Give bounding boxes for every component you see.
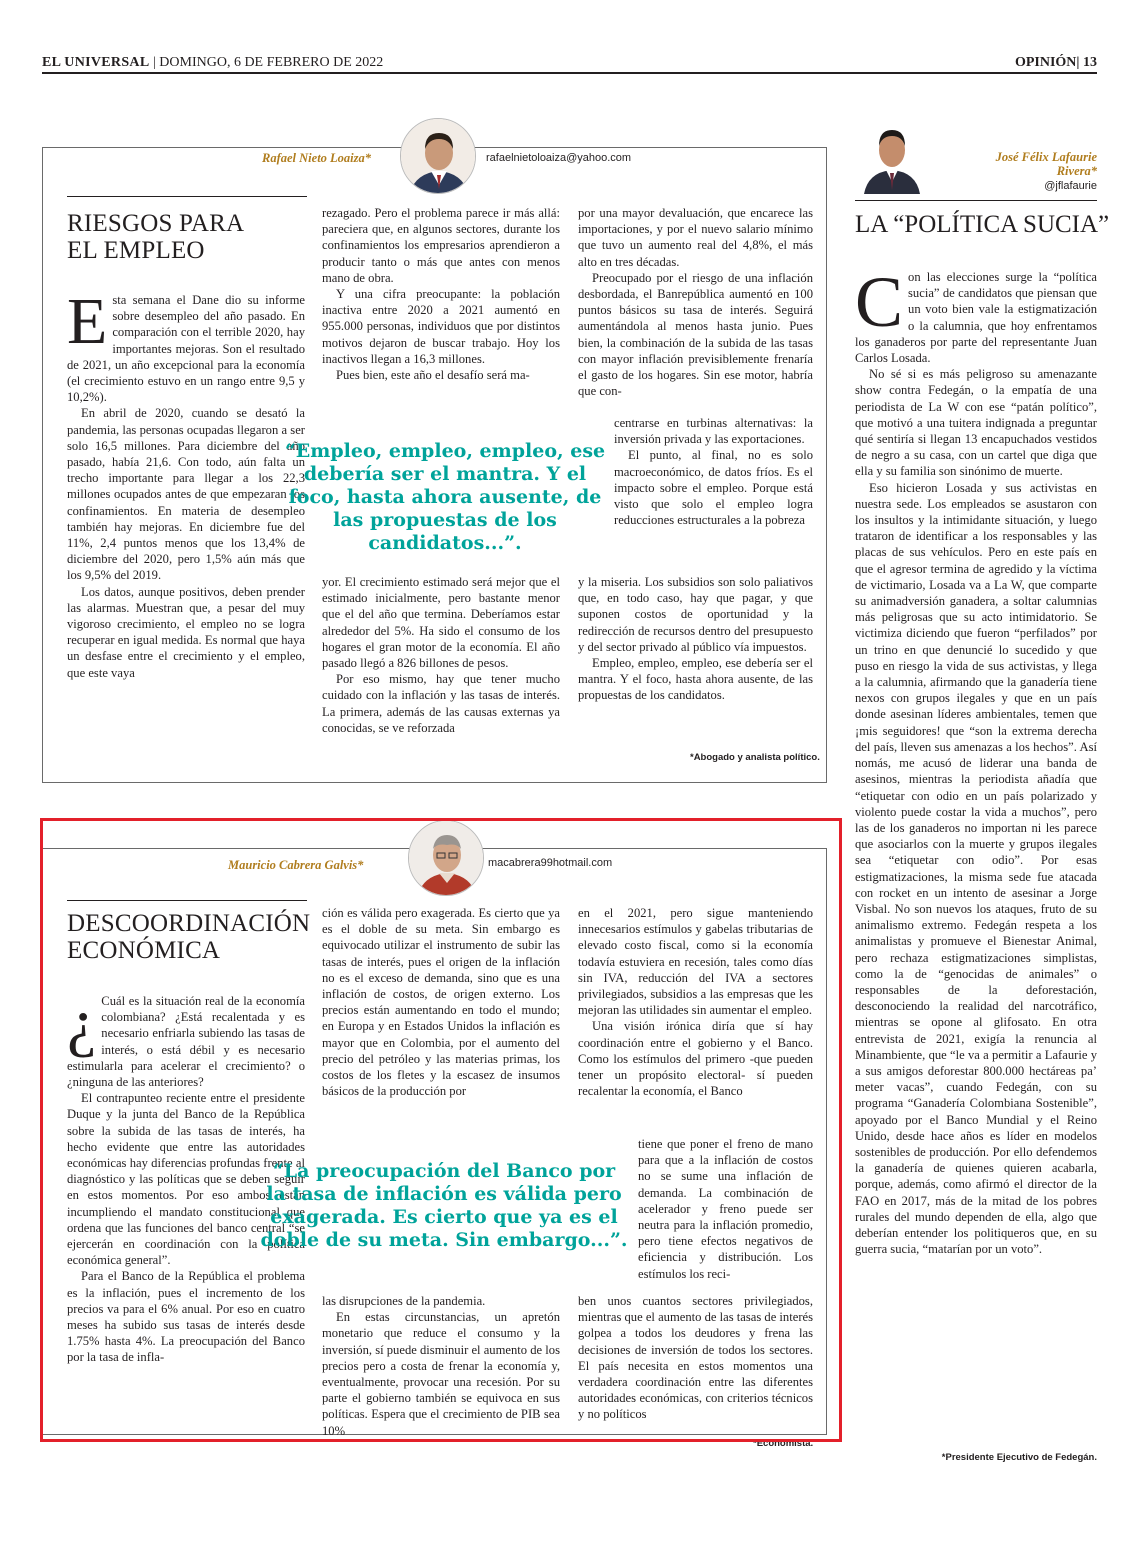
drop-cap: C [855, 262, 904, 342]
page-number: 13 [1083, 55, 1097, 70]
paragraph: Pues bien, este año el desafío será ma- [336, 368, 530, 383]
paragraph: Para el Banco de la República el problema es la inflación, pues el incremento de los precios va para el 6% anual. Por eso en cuatro meses ha subido sus tasas de interés desde 1.75% hasta 4%. La preocupación del Banco por la tasa de infla- [67, 1269, 305, 1365]
headline-rule [67, 196, 307, 197]
paragraph: las disrupciones de la pandemia. [322, 1294, 486, 1308]
paragraph: En abril de 2020, cuando se desató la pandemia, las personas ocupadas llegaron a ser solo 16,5 millones. Para diciembre del año pasado, había 21,6. Con todo, aún falta un trecho importante para llegar a los 22,3 millones ocupados antes de que empezaran los confinamientos. En materia de desempleo también hay mejoras. En diciembre fue del 11%, 2,4 puntos menos que los 13,4% de diciembre del 2020, pero 1,5% aún más que los 9,5% del 2019. [67, 406, 305, 583]
paragraph: yor. El crecimiento estimado será mejor que el estimado inicialmente, pero bastante menor que el del año que termina. Deberíamos estar alrededor del 5%. Ha sido el consumo de los hogares el gran motor de la economía. El año pasado llegó a 826 billones de pesos. [322, 575, 560, 671]
author-email: rafaelnietoloaiza@yahoo.com [486, 152, 632, 164]
article-column [638, 1136, 813, 1282]
paragraph: sta semana el Dane dio su informe sobre desempleo del año pasado. En comparación con el terrible 2020, hay importantes mejoras. Son el resultado de 2021, un año excepcional para la economía (el crecimiento estuvo en un rango entre 9,5 y 10,2%). [67, 293, 305, 405]
paper-name: EL UNIVERSAL [42, 55, 150, 70]
drop-cap: ¿ [67, 986, 97, 1059]
author-name: Mauricio Cabrera Galvis* [228, 858, 364, 872]
pull-quote: “Empleo, empleo, empleo, ese debería ser el mantra. Y el foco, hasta ahora ausente, de las propuestas de los candidatos...”. [284, 440, 606, 554]
paragraph: Y una cifra preocupante: la población inactiva entre 2020 a 2021 aumentó en 955.000 personas, individuos que por distintos motivos dejaron de buscar trabajo. Hoy los inactivos llegan a 16,3 millones. [322, 287, 560, 366]
article-column [322, 905, 560, 1099]
paragraph: y la miseria. Los subsidios son solo paliativos que, en todo caso, hay que pagar, y que suponen costos de oportunidad y la redirección de recursos dentro del presupuesto y del sector privado al público vía impuestos. [578, 575, 813, 654]
paragraph: Preocupado por el riesgo de una inflación desbordada, el Banrepública aumentó en 100 puntos básicos su tasa de interés. Seguirá aumentándola al menos hasta junio. Pues bien, la combinación de la subida de las tasas con mayor inflación previsiblemente frenaría el gasto de los hogares. Sin ese motor, habría que con- [578, 270, 813, 399]
paragraph: ben unos cuantos sectores privilegiados, mientras que el aumento de las tasas de interés golpea a todos los deudores y frena las decisiones de inversión de todos los sectores. El país necesita en estos momentos una verdadera coordinación entre las diferentes autoridades económicas, con criterios técnicos y no políticos [578, 1294, 814, 1422]
paragraph: Empleo, empleo, empleo, ese debería ser el mantra. Y el foco, hasta ahora ausente, de las propuestas de los candidatos. [578, 656, 813, 703]
paragraph: Los datos, aunque positivos, deben prender las alarmas. Muestran que, a pesar del muy vigoroso crecimiento, el empleo no se logra recuperar en igual medida. Es normal que haya un desfase entre el crecimiento y el empleo, que este vaya [67, 584, 305, 680]
author-photo [408, 820, 484, 896]
article-column [578, 574, 813, 704]
author-footnote: *Abogado y analista político. [690, 752, 820, 763]
paragraph: en el 2021, pero sigue manteniendo innecesarios estímulos y gabelas tributarias de elevado costo fiscal, como si la economía todavía estuviera en recesión, tales como días sin IVA, reducción del IVA a sectores privilegiados, subsidios a las empresas que les mejoran las utilidades sin aumentar el empleo. [578, 906, 813, 1018]
masthead-right [1015, 55, 1097, 71]
headline-rule [855, 200, 1097, 201]
paragraph: rezagado. Pero el problema parece ir más allá: pareciera que, en algunos sectores, durante los confinamientos los empresarios aprendieron a producir tanto o más que antes con menos mano de obra. [322, 206, 560, 285]
paragraph: por una mayor devaluación, que encarece las importaciones, y por el nuevo salario mínimo que tuvo un aumento real del 4,8%, el más alto en tres décadas. [578, 206, 813, 269]
issue-date: DOMINGO, 6 DE FEBRERO DE 2022 [159, 55, 384, 70]
paragraph: Eso hicieron Losada y sus activistas en nuestra sede. Los empleados se asustaron con los insultos y la intimidante situación, y luego trataron de identificar a los responsables y las placas de sus vehículos. Pero en este país en que el agresor termina de agredido y la víctima de victimario, Losada va a La W, que comparte su animadversión ganadera, a soltar calumnias más peligrosas que su acto intimidatorio. Se victimiza diciendo que fueron “perfilados” por un trino en que denuncié lo sucedido y que puso en riesgo la vida de sus activistas, y llega a la calumnia, afirmando que la ganadería tiene nexos con grupos ilegales y que en un país donde asesinan líderes ambientales, temen que ¡mis seguidores! que “son la extrema derecha del país, lleven sus amenazas a los hechos”. Así nomás, me acusó de liderar una banda de asesinos, mientras la periodista añadía que “etiquetar con odio en un país polarizado y violento puede costar la vida a muchos”, pero las de los ganaderos no importan ni les parece que asociarlos con la muerte y grupos ilegales sea “etiquetar con odio”. Por esas estigmatizaciones, la misma sede fue atacada con rocket en un intento de asesinar a Jorge Visbal. No son nuevos los ataques, fruto de su animalismo extremo. Fedegán respeta a los animalistas y promueve el Bienestar Animal, pero rechaza estigmatizaciones simplistas, como la de “genocidas de animales” o responsables de la deforestación, desconociendo la realidad del narcotráfico, mientras se opone al glifosato. En otra entrevista de 2021, exigía la renuncia al Minambiente, que “le va a permitir a Lafaurie y a sus amigos deforestar 800.000 hectáreas pa’ meter vacas”, cuando Fedegán, con su programa “Ganadería Colombiana Sostenible”, apoyado por el Banco Mundial y el Reino Unido, desde hace años es líder en modelos sostenibles de producción. Por ello defendemos la ganadería de quienes quieren acabarla, porque, además, como afirmó el director de la FAO en 2017, más de la mitad de los pobres rurales del mundo dependen de ella, algo que deberían entender los politiqueros que, en su guerra sucia, “matarían por un voto”. [855, 480, 1097, 1257]
article-column [322, 1293, 560, 1439]
headline-rule [67, 900, 307, 901]
pull-quote: “La preocupación del Banco por la tasa de inflación es válida pero exagerada. Es cierto que ya es el doble de su meta. Sin embargo...”. [260, 1160, 628, 1251]
article-column [614, 415, 813, 528]
headline-line: ECONÓMICA [67, 937, 221, 964]
author-name: Rafael Nieto Loaiza* [262, 151, 372, 165]
masthead-separator: | [152, 55, 160, 70]
headline-line: EL EMPLEO [67, 237, 205, 264]
author-handle: @jflafaurie [1044, 180, 1097, 192]
author-email: macabrera99hotmail.com [488, 857, 613, 869]
paragraph: En estas circunstancias, un apretón monetario que reduce el consumo y la inversión, sí puede disminuir el aumento de los precios pero a costa de frenar la economía y, eventualmente, provocar una recesión. Por su parte el gobierno también se equivoca en sus políticas. Espera que el crecimiento de PIB sea 10% [322, 1310, 560, 1438]
article-column [578, 1293, 813, 1423]
section-name: OPINIÓN [1014, 55, 1077, 70]
author-footnote: *Economista. [753, 1438, 814, 1449]
page-separator: | [1076, 55, 1083, 70]
paragraph: centrarse en turbinas alternativas: la inversión privada y las exportaciones. [614, 416, 813, 447]
article-column [322, 574, 560, 736]
paragraph: El contrapunteo reciente entre el presidente Duque y la junta del Banco de la República sobre la subida de las tasas de interés, ha hecho evidente que entre las autoridades económicas hay diferencias profundas frente al diagnóstico y las políticas que se deben seguir en estos momentos. Por eso ambos están incumpliendo el mandato constitucional que ordena que las funciones del banco central “se ejercerán en coordinación con la política económica general”. [67, 1091, 305, 1268]
paragraph: ción es válida pero exagerada. Es cierto que ya es el doble de su meta. Sin embargo es equivocado utilizar el instrumento de subir las tasas de interés, pues el origen de la inflación no es el exceso de demanda, sino que es una inflación de costos, de origen externo. Los precios están aumentando en todo el mundo; en Europa y en Estados Unidos la inflación es mayor que en Colombia, por el aumento del precio del petróleo y las materias primas, los costos de los fletes y la escasez de insumos básicos de la producción por [322, 906, 560, 1099]
article-column [322, 205, 560, 383]
author-portrait-icon [401, 119, 476, 194]
author-footnote: *Presidente Ejecutivo de Fedegán. [941, 1452, 1097, 1463]
author-portrait-icon [409, 821, 484, 896]
article-column [67, 285, 305, 681]
author-photo [862, 116, 922, 194]
author-name-line: Rivera* [1056, 164, 1097, 178]
masthead-left [42, 55, 383, 71]
author-name-line: José Félix Lafaurie [995, 150, 1097, 164]
masthead [42, 52, 1097, 74]
headline [67, 910, 310, 964]
paragraph: on las elecciones surge la “política sucia” de candidatos que piensan que un voto bien vale la estigmatización o la calumnia, que hoy enfrentamos los ganaderos por parte del representante Juan Carlos Losada. [855, 270, 1097, 366]
article-column [578, 205, 813, 399]
headline-line: RIESGOS PARA [67, 210, 245, 237]
paragraph: No sé si es más peligroso su amenazante show contra Fedegán, o la empatía de una periodista de La W con ese “patán político”, que motivó a una tuitera indignada a preguntar qué sentiría si llegan 13 encapuchados vestidos de negro a su casa, con un cartel que diga que ella y su familia son sinónimo de muerte. [855, 367, 1097, 479]
paragraph: Por eso mismo, hay que tener mucho cuidado con la inflación y las tasas de interés. La primera, además de las causas externas ya conocidas, se ve reforzada [322, 672, 560, 735]
paragraph: El punto, al final, no es solo macroeconómico, de datos fríos. Es el impacto sobre el empleo. Porque está visto que solo el empleo logra reducciones estructurales a la pobreza [614, 448, 813, 528]
headline: LA “POLÍTICA SUCIA” [855, 211, 1110, 238]
headline-line: DESCOORDINACIÓN [67, 910, 311, 937]
headline [67, 210, 244, 264]
paragraph: tiene que poner el freno de mano para que a la inflación de costos no se sume una inflación de demanda. La combinación de acelerador y freno puede ser neutra para la inflación promedio, pero tiene efectos negativos de eficiencia y distribución. Los estímulos los reci- [638, 1137, 813, 1281]
article-column [578, 905, 813, 1099]
drop-cap: E [67, 285, 108, 358]
author-photo [400, 118, 476, 194]
paragraph: Cuál es la situación real de la economía colombiana? ¿Está recalentada y es necesario enfriarla subiendo las tasas de interés, o está débil y es necesario estimularla para acelerar el crecimiento? o ¿ninguna de las anteriores? [67, 994, 305, 1090]
article-column [855, 262, 1097, 1257]
author-portrait-icon [862, 116, 922, 194]
paragraph: Una visión irónica diría que sí hay coordinación entre el gobierno y el Banco. Como los estímulos del primero -que pueden tener un propósito electoral- sí pueden recalentar la economía, el Banco [578, 1019, 813, 1099]
author-name [955, 150, 1097, 178]
